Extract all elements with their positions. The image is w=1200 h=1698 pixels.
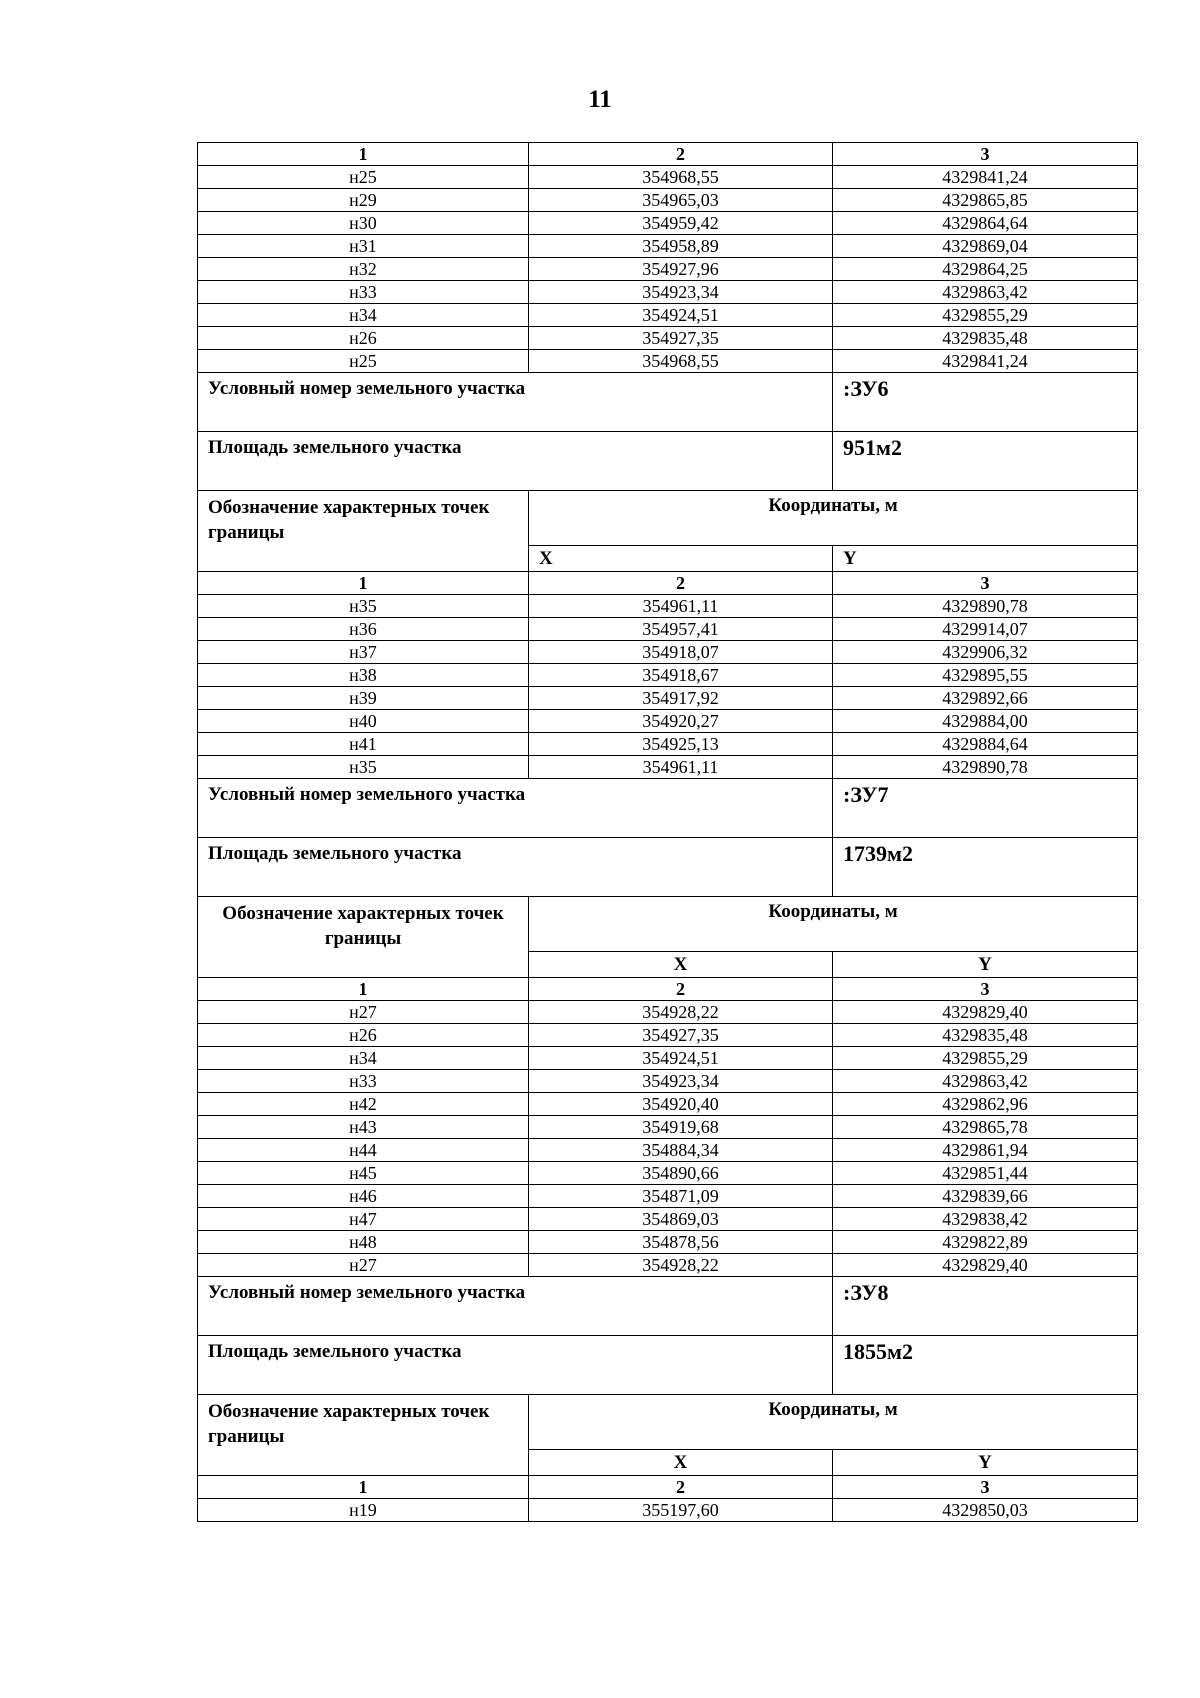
table-row (198, 1185, 1138, 1208)
x-header: X (529, 546, 833, 572)
y-cell: 4329829,40 (833, 1254, 1138, 1277)
y-cell: 4329863,42 (833, 281, 1138, 304)
table-row (198, 1001, 1138, 1024)
point-cell: н30 (198, 212, 529, 235)
table-row (198, 189, 1138, 212)
parcel-number-row (198, 373, 1138, 432)
y-cell: 4329835,48 (833, 327, 1138, 350)
x-cell: 354920,27 (529, 710, 833, 733)
parcel-area-row (198, 1336, 1138, 1395)
points-header-row (198, 897, 1138, 952)
x-cell: 354927,96 (529, 258, 833, 281)
y-cell: 4329864,25 (833, 258, 1138, 281)
x-cell: 354928,22 (529, 1001, 833, 1024)
y-header: Y (833, 546, 1138, 572)
table-row (198, 710, 1138, 733)
x-cell: 354917,92 (529, 687, 833, 710)
x-cell: 354924,51 (529, 304, 833, 327)
point-cell: н46 (198, 1185, 529, 1208)
point-cell: н26 (198, 1024, 529, 1047)
table-row (198, 258, 1138, 281)
col-number-2: 2 (529, 143, 833, 166)
y-cell: 4329892,66 (833, 687, 1138, 710)
y-cell: 4329863,42 (833, 1070, 1138, 1093)
parcel-number-label: Условный номер земельного участка (198, 779, 833, 838)
point-cell: н40 (198, 710, 529, 733)
parcel-number-value: :ЗУ6 (833, 373, 1138, 432)
x-cell: 354959,42 (529, 212, 833, 235)
points-designation-header: Обозначение характерных точек границы (198, 491, 529, 572)
y-cell: 4329864,64 (833, 212, 1138, 235)
x-cell: 354968,55 (529, 350, 833, 373)
point-cell: н26 (198, 327, 529, 350)
x-cell: 354965,03 (529, 189, 833, 212)
x-cell: 354924,51 (529, 1047, 833, 1070)
x-cell: 354968,55 (529, 166, 833, 189)
parcel-area-value: 951м2 (833, 432, 1138, 491)
table-row (198, 166, 1138, 189)
table-row (198, 350, 1138, 373)
table-row (198, 1254, 1138, 1277)
y-cell: 4329914,07 (833, 618, 1138, 641)
table-row (198, 733, 1138, 756)
y-cell: 4329841,24 (833, 166, 1138, 189)
table-row (198, 1070, 1138, 1093)
table-row (198, 618, 1138, 641)
x-cell: 354957,41 (529, 618, 833, 641)
point-cell: н39 (198, 687, 529, 710)
table-row (198, 281, 1138, 304)
coordinates-header: Координаты, м (529, 1395, 1138, 1450)
point-cell: н25 (198, 350, 529, 373)
x-cell: 354878,56 (529, 1231, 833, 1254)
table-row (198, 1116, 1138, 1139)
table-row (198, 664, 1138, 687)
col-number-2: 2 (529, 1476, 833, 1499)
coordinates-header: Координаты, м (529, 897, 1138, 952)
page-number: 11 (588, 86, 612, 113)
parcel-area-label: Площадь земельного участка (198, 432, 833, 491)
y-cell: 4329890,78 (833, 595, 1138, 618)
y-cell: 4329884,00 (833, 710, 1138, 733)
point-cell: н27 (198, 1001, 529, 1024)
col-number-3: 3 (833, 143, 1138, 166)
y-cell: 4329865,78 (833, 1116, 1138, 1139)
col-number-1: 1 (198, 978, 529, 1001)
table-row (198, 595, 1138, 618)
x-cell: 354923,34 (529, 281, 833, 304)
x-cell: 354871,09 (529, 1185, 833, 1208)
x-cell: 354923,34 (529, 1070, 833, 1093)
point-cell: н34 (198, 1047, 529, 1070)
point-cell: н35 (198, 595, 529, 618)
y-cell: 4329855,29 (833, 304, 1138, 327)
parcel-number-value: :ЗУ8 (833, 1277, 1138, 1336)
point-cell: н33 (198, 1070, 529, 1093)
column-number-row (198, 978, 1138, 1001)
x-cell: 354869,03 (529, 1208, 833, 1231)
x-cell: 354927,35 (529, 327, 833, 350)
y-cell: 4329906,32 (833, 641, 1138, 664)
parcel-area-row (198, 432, 1138, 491)
table-row (198, 1162, 1138, 1185)
y-cell: 4329869,04 (833, 235, 1138, 258)
point-cell: н27 (198, 1254, 529, 1277)
parcel-area-label: Площадь земельного участка (198, 1336, 833, 1395)
y-cell: 4329862,96 (833, 1093, 1138, 1116)
y-cell: 4329865,85 (833, 189, 1138, 212)
point-cell: н29 (198, 189, 529, 212)
points-header-row (198, 1395, 1138, 1450)
x-header: X (529, 1450, 833, 1476)
col-number-3: 3 (833, 978, 1138, 1001)
col-number-3: 3 (833, 1476, 1138, 1499)
point-cell: н25 (198, 166, 529, 189)
point-cell: н34 (198, 304, 529, 327)
parcel-area-row (198, 838, 1138, 897)
col-number-2: 2 (529, 978, 833, 1001)
col-number-1: 1 (198, 1476, 529, 1499)
y-cell: 4329851,44 (833, 1162, 1138, 1185)
parcel-number-value: :ЗУ7 (833, 779, 1138, 838)
column-number-row (198, 1476, 1138, 1499)
parcel-area-value: 1855м2 (833, 1336, 1138, 1395)
table-row (198, 304, 1138, 327)
y-cell: 4329855,29 (833, 1047, 1138, 1070)
x-cell: 354961,11 (529, 595, 833, 618)
table-row (198, 1024, 1138, 1047)
y-cell: 4329895,55 (833, 664, 1138, 687)
point-cell: н19 (198, 1499, 529, 1522)
point-cell: н42 (198, 1093, 529, 1116)
parcel-number-row (198, 779, 1138, 838)
y-cell: 4329838,42 (833, 1208, 1138, 1231)
y-cell: 4329884,64 (833, 733, 1138, 756)
y-header: Y (833, 952, 1138, 978)
parcel-area-value: 1739м2 (833, 838, 1138, 897)
x-cell: 354918,67 (529, 664, 833, 687)
x-cell: 354919,68 (529, 1116, 833, 1139)
col-number-1: 1 (198, 143, 529, 166)
parcel-area-label: Площадь земельного участка (198, 838, 833, 897)
x-cell: 354920,40 (529, 1093, 833, 1116)
point-cell: н33 (198, 281, 529, 304)
point-cell: н47 (198, 1208, 529, 1231)
x-cell: 354927,35 (529, 1024, 833, 1047)
parcel-number-row (198, 1277, 1138, 1336)
points-header-row (198, 491, 1138, 546)
table-row (198, 687, 1138, 710)
table-row (198, 1047, 1138, 1070)
points-designation-header: Обозначение характерных точек границы (198, 1395, 529, 1476)
point-cell: н32 (198, 258, 529, 281)
point-cell: н38 (198, 664, 529, 687)
point-cell: н37 (198, 641, 529, 664)
y-cell: 4329835,48 (833, 1024, 1138, 1047)
x-header: X (529, 952, 833, 978)
y-cell: 4329890,78 (833, 756, 1138, 779)
table-row (198, 1208, 1138, 1231)
y-cell: 4329861,94 (833, 1139, 1138, 1162)
table-row (198, 1139, 1138, 1162)
x-cell: 354918,07 (529, 641, 833, 664)
table-row (198, 1093, 1138, 1116)
table-row (198, 235, 1138, 258)
x-cell: 354890,66 (529, 1162, 833, 1185)
point-cell: н31 (198, 235, 529, 258)
table-row (198, 327, 1138, 350)
point-cell: н43 (198, 1116, 529, 1139)
point-cell: н45 (198, 1162, 529, 1185)
col-number-2: 2 (529, 572, 833, 595)
point-cell: н44 (198, 1139, 529, 1162)
x-cell: 354961,11 (529, 756, 833, 779)
column-number-row (198, 572, 1138, 595)
table-row (198, 212, 1138, 235)
x-cell: 354884,34 (529, 1139, 833, 1162)
x-cell: 355197,60 (529, 1499, 833, 1522)
points-designation-header: Обозначение характерных точек границы (198, 897, 529, 978)
table-row (198, 756, 1138, 779)
column-number-row (198, 143, 1138, 166)
y-cell: 4329829,40 (833, 1001, 1138, 1024)
point-cell: н48 (198, 1231, 529, 1254)
coordinates-table (197, 142, 1138, 1522)
x-cell: 354928,22 (529, 1254, 833, 1277)
y-cell: 4329850,03 (833, 1499, 1138, 1522)
table-row (198, 1231, 1138, 1254)
parcel-number-label: Условный номер земельного участка (198, 1277, 833, 1336)
point-cell: н35 (198, 756, 529, 779)
y-cell: 4329822,89 (833, 1231, 1138, 1254)
table-row (198, 641, 1138, 664)
col-number-1: 1 (198, 572, 529, 595)
y-cell: 4329841,24 (833, 350, 1138, 373)
x-cell: 354925,13 (529, 733, 833, 756)
point-cell: н36 (198, 618, 529, 641)
table-row (198, 1499, 1138, 1522)
parcel-number-label: Условный номер земельного участка (198, 373, 833, 432)
col-number-3: 3 (833, 572, 1138, 595)
point-cell: н41 (198, 733, 529, 756)
coordinates-header: Координаты, м (529, 491, 1138, 546)
x-cell: 354958,89 (529, 235, 833, 258)
y-header: Y (833, 1450, 1138, 1476)
y-cell: 4329839,66 (833, 1185, 1138, 1208)
